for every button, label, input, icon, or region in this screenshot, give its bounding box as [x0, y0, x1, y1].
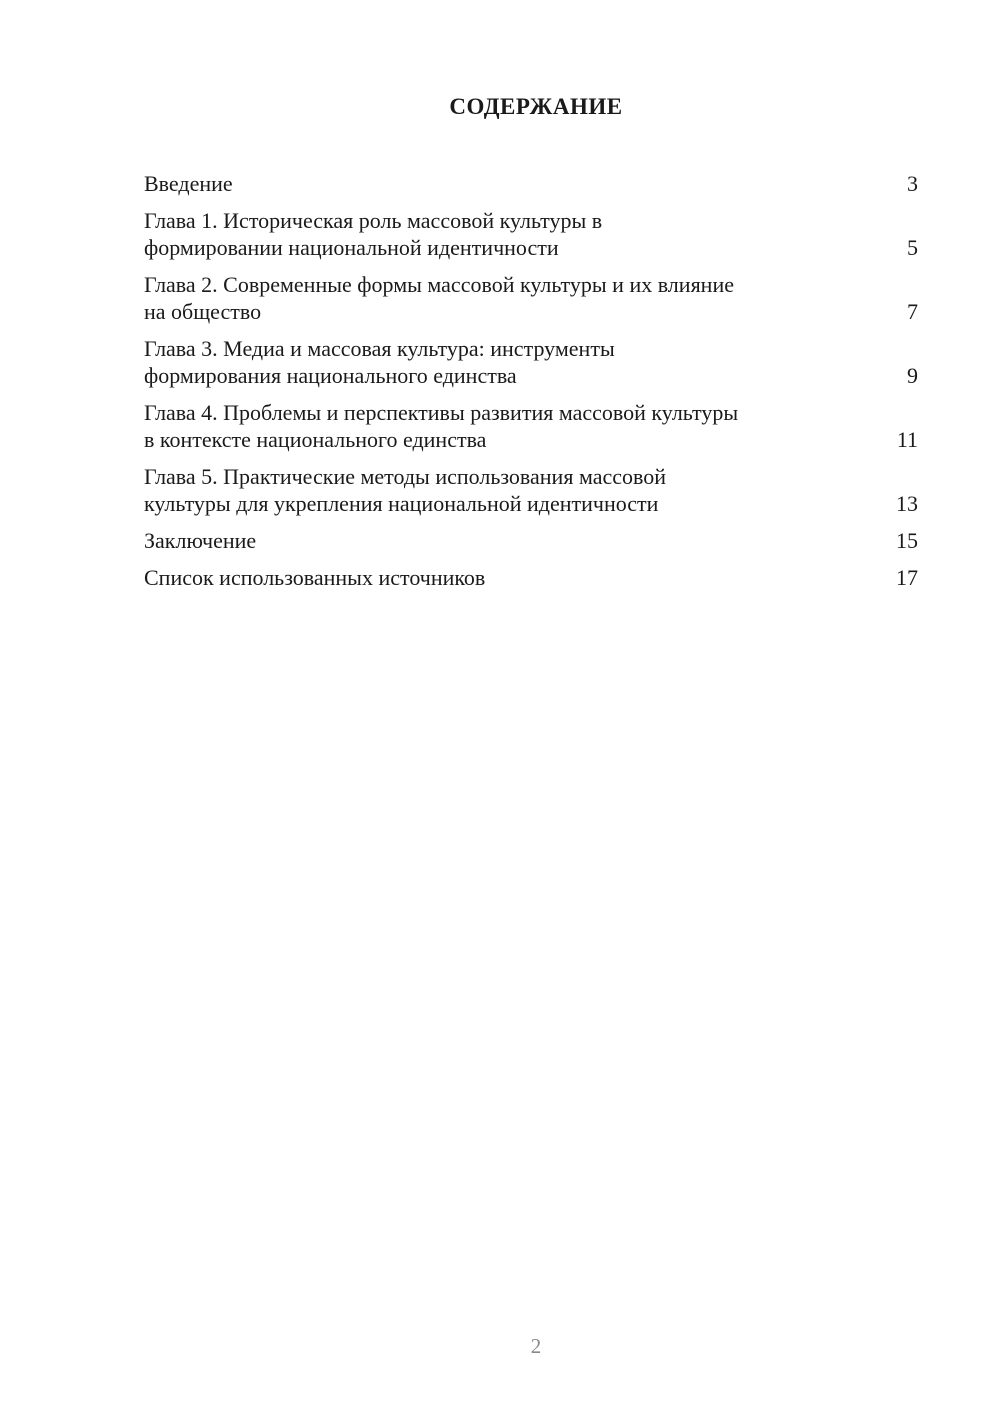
table-of-contents	[144, 170, 918, 601]
toc-entry-text: Глава 5. Практические методы использования массовой культуры для укрепления национальной идентичности	[144, 464, 667, 516]
toc-entry-page: 15	[896, 528, 918, 553]
toc-heading: СОДЕРЖАНИЕ	[449, 94, 623, 119]
toc-entry-text: Глава 1. Историческая роль массовой культуры в формировании национальной идентичности	[144, 208, 603, 260]
toc-entry-chapter-3	[144, 335, 918, 389]
toc-entry-references	[144, 564, 918, 591]
toc-entry-chapter-1	[144, 207, 918, 261]
toc-entry-introduction	[144, 170, 918, 197]
toc-entry-text: Глава 4. Проблемы и перспективы развития массовой культуры в контексте национального единства	[144, 400, 739, 452]
toc-entry-text: Список использованных источников	[144, 565, 486, 590]
toc-entry-page: 7	[907, 299, 918, 324]
toc-entry-page: 3	[907, 171, 918, 196]
toc-entry-page: 13	[896, 491, 918, 516]
toc-entry-page: 11	[896, 427, 918, 452]
toc-entry-chapter-5	[144, 463, 918, 517]
toc-entry-conclusion	[144, 527, 918, 554]
toc-entry-text: Введение	[144, 171, 233, 196]
page-number: 2	[530, 1334, 542, 1358]
toc-entry-page: 9	[907, 363, 918, 388]
toc-entry-chapter-4	[144, 399, 918, 453]
toc-entry-text: Глава 3. Медиа и массовая культура: инструменты формирования национального единства	[144, 336, 615, 388]
toc-entry-chapter-2	[144, 271, 918, 325]
toc-entry-page: 5	[907, 235, 918, 260]
toc-entry-page: 17	[896, 565, 918, 590]
toc-entry-text: Заключение	[144, 528, 257, 553]
toc-entry-text: Глава 2. Современные формы массовой культуры и их влияние на общество	[144, 272, 734, 324]
